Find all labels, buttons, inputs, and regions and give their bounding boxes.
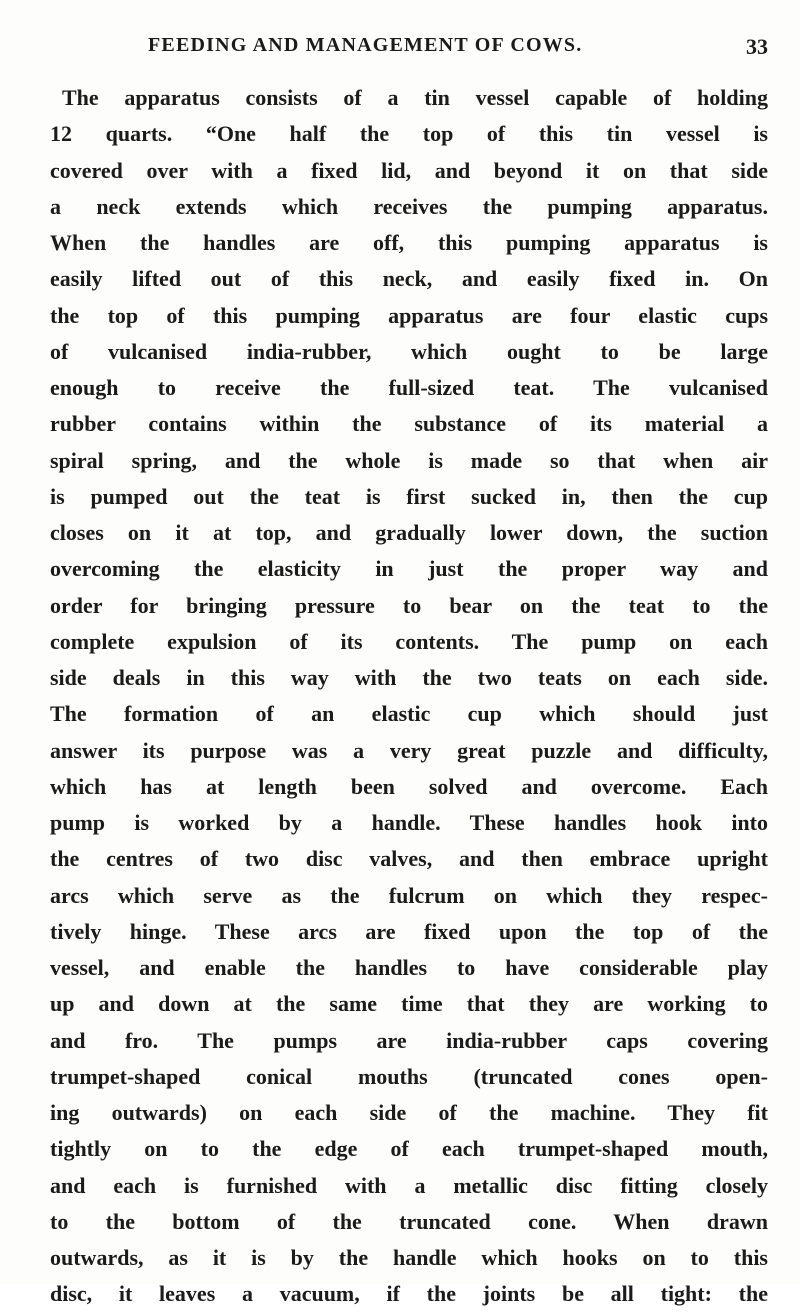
text-line: outwards, as it is by the handle which hooks on to this [50,1245,768,1270]
page-number: 33 [746,34,768,59]
text-line: tightly on to the edge of each trumpet-shaped mouth, [50,1136,768,1162]
text-line: 12 quarts. “One half the top of this tin vessel is [50,121,768,147]
text-line: tively hinge. These arcs are fixed upon the top of the [50,918,768,944]
text-line: and each is furnished with a metallic disc fitting closely [50,1172,768,1198]
text-line: up and down at the same time that they are working to [50,991,768,1017]
running-head [50,34,768,64]
text-line: enough to receive the full-sized teat. The vulcanised [50,375,768,400]
running-title: FEEDING AND MANAGEMENT OF COWS. [148,34,583,56]
text-line: side deals in this way with the two teats on each side. [50,665,768,690]
text-line: complete expulsion of its contents. The pump on each [50,628,768,654]
text-line: answer its purpose was a very great puzzle and difficulty, [50,737,768,763]
text-line: a neck extends which receives the pumping apparatus. [50,193,768,219]
text-line: rubber contains within the substance of its material a [50,411,768,437]
text-line: the centres of two disc valves, and then embrace upright [50,846,768,872]
text-line: order for bringing pressure to bear on the teat to the [50,592,768,618]
text-line: covered over with a fixed lid, and beyond it on that side [50,157,768,183]
text-line: spiral spring, and the whole is made so that when air [50,447,768,473]
text-line: is pumped out the teat is first sucked in, then the cup [50,483,768,509]
text-line: the top of this pumping apparatus are four elastic cups [50,302,768,328]
text-line: and fro. The pumps are india-rubber caps covering [50,1027,768,1053]
text-line: arcs which serve as the fulcrum on which they respec- [50,882,768,908]
text-line: The formation of an elastic cup which should just [50,701,768,727]
text-line: pump is worked by a handle. These handles hook into [50,810,768,835]
body-paragraph [50,80,768,1313]
text-line: vessel, and enable the handles to have considerable play [50,955,768,980]
text-line: easily lifted out of this neck, and easily fixed in. On [50,266,768,292]
text-line: disc, it leaves a vacuum, if the joints be all tight: the [50,1281,768,1307]
text-line: The apparatus consists of a tin vessel capable of holding [62,85,768,110]
text-line: When the handles are off, this pumping apparatus is [50,230,768,255]
text-line: trumpet-shaped conical mouths (truncated cones open- [50,1063,768,1089]
text-line: ing outwards) on each side of the machine. They fit [50,1100,768,1125]
text-line: which has at length been solved and overcome. Each [50,773,768,799]
text-line: to the bottom of the truncated cone. When drawn [50,1208,768,1234]
text-line: overcoming the elasticity in just the proper way and [50,556,768,582]
text-line: closes on it at top, and gradually lower down, the suction [50,520,768,545]
text-line: of vulcanised india-rubber, which ought to be large [50,338,768,364]
